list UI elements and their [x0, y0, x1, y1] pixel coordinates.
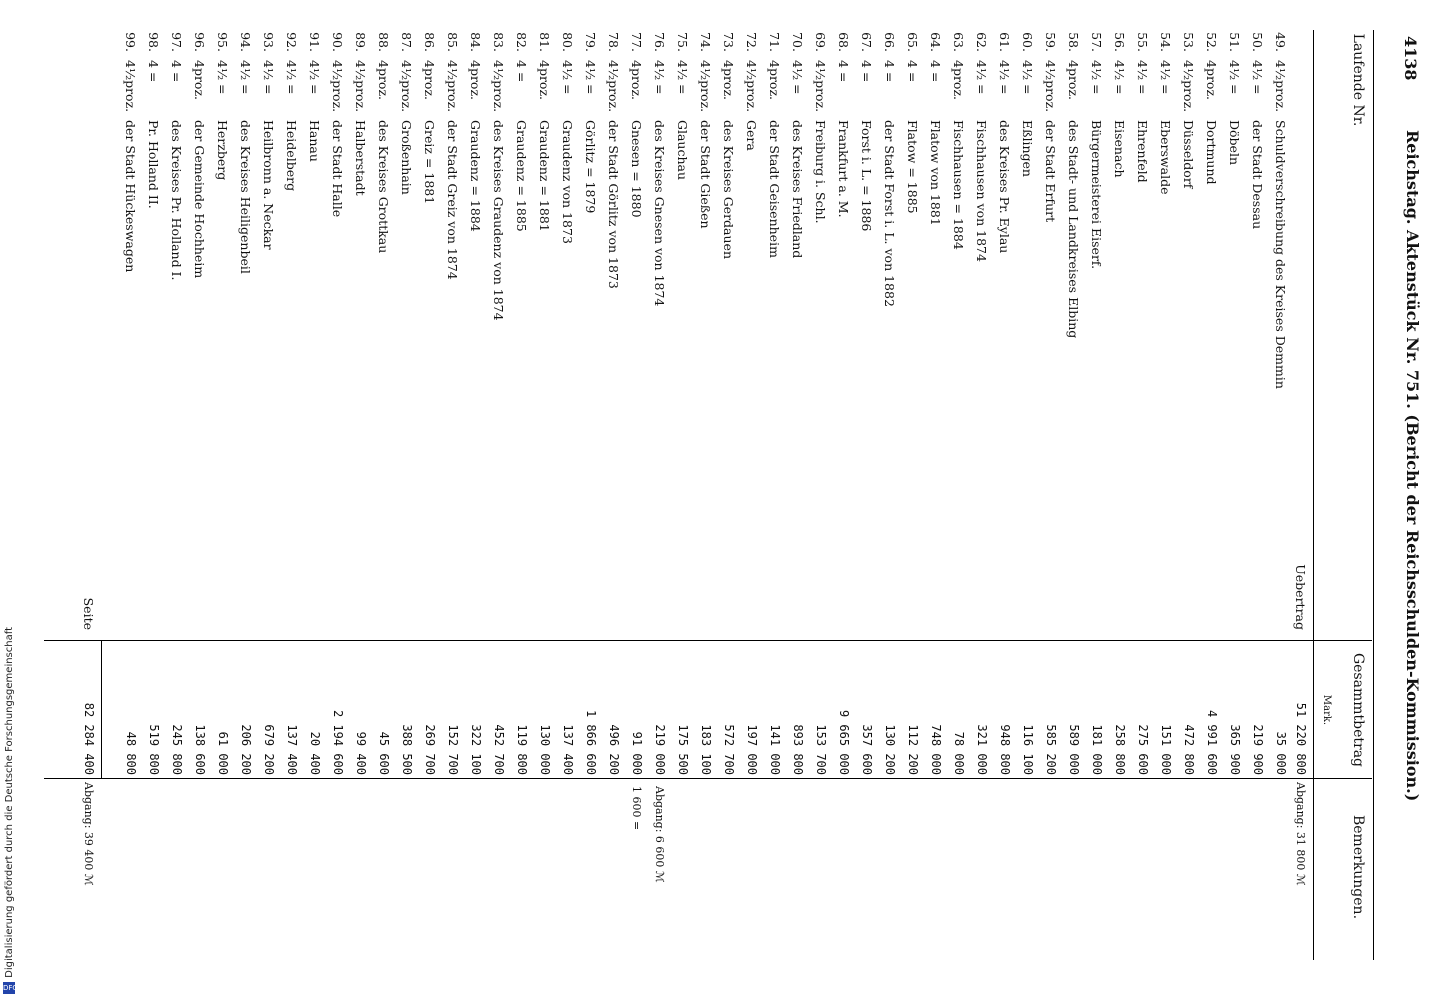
table-row [190, 0, 209, 1000]
table-row [466, 0, 485, 1000]
table-row [949, 0, 968, 1000]
row-amount: 948 800 [998, 724, 1012, 775]
table-row [282, 0, 301, 1000]
row-amount: 112 200 [906, 724, 920, 775]
row-issuer: der Stadt Dessau [1250, 120, 1265, 230]
row-issuer: des Kreises Grottkau [376, 120, 391, 254]
row-issuer: Greiz = 1881 [422, 120, 437, 205]
row-rate: 4proz. [468, 60, 483, 101]
row-amount: 175 500 [676, 724, 690, 775]
table-row [1225, 0, 1244, 1000]
row-number: 61. [997, 32, 1012, 52]
row-number: 85. [445, 32, 460, 52]
table-row [719, 0, 738, 1000]
row-number: 86. [422, 32, 437, 52]
row-rate: 4proz. [376, 60, 391, 101]
table-row [420, 0, 439, 1000]
row-rate: 4½proz. [399, 60, 414, 113]
row-amount: 206 200 [239, 724, 253, 775]
row-number: 96. [192, 32, 207, 52]
row-amount: 197 000 [745, 724, 759, 775]
row-issuer: Frankfurt a. M. [836, 120, 851, 218]
row-issuer: der Gemeinde Hochheim [192, 120, 207, 279]
row-issuer: Hanau [307, 120, 322, 162]
row-number: 52. [1204, 32, 1219, 52]
table-row [374, 0, 393, 1000]
row-rate: 4proz. [629, 60, 644, 101]
row-number: 95. [215, 32, 230, 52]
row-number: 70. [790, 32, 805, 52]
table-row [558, 0, 577, 1000]
row-amount: 130 200 [883, 724, 897, 775]
col-header-remarks: Bemerkungen. [1350, 814, 1366, 920]
row-issuer: Eberswalde [1158, 120, 1173, 195]
row-remark: 1 600 = [630, 786, 643, 831]
row-rate: 4½ = [560, 60, 575, 95]
row-number: 76. [652, 32, 667, 52]
row-rate: 4½proz. [353, 60, 368, 113]
table-row [857, 0, 876, 1000]
row-issuer: Forst i. L. = 1886 [859, 120, 874, 232]
row-number: 87. [399, 32, 414, 52]
row-issuer: Flatow = 1885 [905, 120, 920, 214]
header-rule [1313, 30, 1314, 960]
row-amount: 572 700 [722, 724, 736, 775]
table-row [328, 0, 347, 1000]
watermark-text: Digitalisierung gefördert durch die Deutsche Forschungsgemeinschaft [4, 627, 15, 978]
carry-label: Uebertrag [1293, 564, 1308, 630]
row-number: 58. [1066, 32, 1081, 52]
row-issuer: Pr. Holland II. [146, 120, 161, 209]
table-row [1133, 0, 1152, 1000]
row-issuer: Glauchau [675, 120, 690, 181]
row-number: 71. [767, 32, 782, 52]
row-amount: 2 194 600 [331, 709, 345, 775]
row-rate: 4½ = [652, 60, 667, 95]
table-row [604, 0, 623, 1000]
row-amount: 138 600 [193, 724, 207, 775]
row-amount: 130 000 [538, 724, 552, 775]
row-amount: 35 000 [1274, 731, 1288, 775]
row-issuer: Graudenz = 1885 [514, 120, 529, 232]
row-amount: 141 000 [768, 724, 782, 775]
row-amount: 116 100 [1021, 724, 1035, 775]
row-issuer: Heidelberg [284, 120, 299, 192]
table-row [236, 0, 255, 1000]
row-rate: 4 = [882, 60, 897, 83]
row-amount: 269 700 [423, 724, 437, 775]
row-issuer: Düsseldorf [1181, 120, 1196, 189]
row-number: 97. [169, 32, 184, 52]
row-amount: 519 800 [147, 724, 161, 775]
table-row [1087, 0, 1106, 1000]
row-amount: 45 600 [377, 731, 391, 775]
row-number: 81. [537, 32, 552, 52]
sum-rule [101, 640, 102, 778]
table-row [627, 0, 646, 1000]
row-number: 63. [951, 32, 966, 52]
row-issuer: des Kreises Heiligenbeil [238, 120, 253, 274]
row-issuer: Halberstadt [353, 120, 368, 196]
row-number: 92. [284, 32, 299, 52]
row-rate: 4proz. [422, 60, 437, 101]
row-rate: 4½ = [790, 60, 805, 95]
row-issuer: Ehrenfeld [1135, 120, 1150, 183]
row-number: 74. [698, 32, 713, 52]
row-amount: 589 000 [1067, 724, 1081, 775]
row-issuer: Gera [744, 120, 759, 151]
row-rate: 4½proz. [491, 60, 506, 113]
row-rate: 4½ = [1020, 60, 1035, 95]
table-row [397, 0, 416, 1000]
table-row [535, 0, 554, 1000]
row-amount: 585 200 [1044, 724, 1058, 775]
carry-remark: Abgang: 31 800 ℳ [1294, 782, 1307, 886]
row-rate: 4proz. [537, 60, 552, 101]
row-amount: 893 800 [791, 724, 805, 775]
table-row [673, 0, 692, 1000]
watermark [0, 0, 20, 1000]
row-rate: 4½ = [1135, 60, 1150, 95]
carry-amount: 51 220 800 [1294, 702, 1308, 775]
row-amount: 183 100 [699, 724, 713, 775]
total-amount: 82 284 400 [82, 702, 96, 775]
row-number: 93. [261, 32, 276, 52]
row-rate: 4proz. [767, 60, 782, 101]
table-row [972, 0, 991, 1000]
row-amount: 748 000 [929, 724, 943, 775]
row-rate: 4proz. [192, 60, 207, 101]
row-issuer: Eisenach [1112, 120, 1127, 178]
table-row [213, 0, 232, 1000]
table-row [1110, 0, 1129, 1000]
row-rate: 4½ = [215, 60, 230, 95]
running-title: Reichstag. Aktenstück Nr. 751. (Bericht der Reichsschulden-Kommission.) [1403, 130, 1422, 802]
row-issuer: des Kreises Gnesen von 1874 [652, 120, 667, 307]
table-row [167, 0, 186, 1000]
row-issuer: Heilbronn a. Neckar [261, 120, 276, 250]
row-number: 75. [675, 32, 690, 52]
row-rate: 4½proz. [813, 60, 828, 113]
row-number: 56. [1112, 32, 1127, 52]
row-issuer: der Stadt Erfurt [1043, 120, 1058, 223]
row-issuer: Flatow von 1881 [928, 120, 943, 226]
table-row [443, 0, 462, 1000]
row-amount: 365 900 [1228, 724, 1242, 775]
row-rate: 4½proz. [330, 60, 345, 113]
dfg-logo-icon: DFG [3, 984, 18, 992]
table-row [742, 0, 761, 1000]
row-rate: 4½ = [1112, 60, 1127, 95]
col-header-number: Laufende Nr. [1350, 33, 1366, 127]
row-amount: 679 200 [262, 724, 276, 775]
row-amount: 321 000 [975, 724, 989, 775]
row-rate: 4½proz. [445, 60, 460, 113]
row-amount: 452 700 [492, 724, 506, 775]
row-issuer: Fischhausen von 1874 [974, 120, 989, 262]
table-row [903, 0, 922, 1000]
row-issuer: des Kreises Pr. Eylau [997, 120, 1012, 254]
row-number: 72. [744, 32, 759, 52]
table-row [1018, 0, 1037, 1000]
row-number: 79. [583, 32, 598, 52]
row-rate: 4 = [905, 60, 920, 83]
table-row [1041, 0, 1060, 1000]
row-amount: 4 991 600 [1205, 709, 1219, 775]
table-row [1064, 0, 1083, 1000]
row-rate: 4½ = [284, 60, 299, 95]
table-row [926, 0, 945, 1000]
row-issuer: der Stadt Geisenheim [767, 120, 782, 258]
table-row [121, 0, 140, 1000]
table-row [1202, 0, 1221, 1000]
table-row [811, 0, 830, 1000]
row-rate: 4½ = [1227, 60, 1242, 95]
row-rate: 4proz. [1066, 60, 1081, 101]
row-number: 59. [1043, 32, 1058, 52]
total-remark: Abgang: 39 400 ℳ [82, 782, 95, 886]
row-issuer: Eßlingen [1020, 120, 1035, 177]
page-number: 4138 [1401, 36, 1420, 81]
row-issuer: Großenhain [399, 120, 414, 195]
row-issuer: der Stadt Gießen [698, 120, 713, 229]
table-row [650, 0, 669, 1000]
row-issuer: der Stadt Greiz von 1874 [445, 120, 460, 280]
table-row [1179, 0, 1198, 1000]
table-row [765, 0, 784, 1000]
col-header-amount: Gesammtbetrag [1350, 652, 1366, 768]
row-issuer: Graudenz von 1873 [560, 120, 575, 244]
row-issuer: Herzberg [215, 120, 230, 181]
carry-row [1291, 0, 1310, 1000]
row-number: 67. [859, 32, 874, 52]
table-row [351, 0, 370, 1000]
row-issuer: Gnesen = 1880 [629, 120, 644, 218]
row-number: 65. [905, 32, 920, 52]
row-rate: 4 = [859, 60, 874, 83]
row-number: 55. [1135, 32, 1150, 52]
row-issuer: der Stadt Görlitz von 1873 [606, 120, 621, 289]
table-row [512, 0, 531, 1000]
row-amount: 357 600 [860, 724, 874, 775]
table-row [696, 0, 715, 1000]
row-issuer: des Kreises Gerdauen [721, 120, 736, 260]
row-number: 73. [721, 32, 736, 52]
row-number: 53. [1181, 32, 1196, 52]
row-rate: 4proz. [721, 60, 736, 101]
row-rate: 4½ = [1158, 60, 1173, 95]
row-amount: 9 665 000 [837, 709, 851, 775]
row-number: 68. [836, 32, 851, 52]
total-row [79, 0, 98, 1000]
row-number: 90. [330, 32, 345, 52]
row-rate: 4 = [146, 60, 161, 83]
row-amount: 119 800 [515, 724, 529, 775]
row-rate: 4½ = [974, 60, 989, 95]
row-amount: 99 400 [354, 731, 368, 775]
row-rate: 4½proz. [744, 60, 759, 113]
row-number: 49. [1273, 32, 1288, 52]
table-row [1248, 0, 1267, 1000]
row-number: 66. [882, 32, 897, 52]
row-issuer: Schuldverschreibung des Kreises Demmin [1273, 120, 1288, 389]
row-amount: 1 866 600 [584, 709, 598, 775]
row-number: 50. [1250, 32, 1265, 52]
row-number: 91. [307, 32, 322, 52]
table-row [305, 0, 324, 1000]
row-amount: 496 200 [607, 724, 621, 775]
col-header-unit: Mark. [1321, 694, 1332, 726]
table-row [995, 0, 1014, 1000]
row-amount: 322 100 [469, 724, 483, 775]
row-rate: 4½ = [307, 60, 322, 95]
row-number: 88. [376, 32, 391, 52]
row-amount: 61 000 [216, 731, 230, 775]
row-rate: 4 = [514, 60, 529, 83]
total-label: Seite [81, 597, 96, 630]
row-rate: 4½ = [1089, 60, 1104, 95]
row-amount: 219 000 [653, 724, 667, 775]
row-amount: 91 000 [630, 731, 644, 775]
row-rate: 4 = [928, 60, 943, 83]
row-number: 78. [606, 32, 621, 52]
row-amount: 181 000 [1090, 724, 1104, 775]
row-number: 51. [1227, 32, 1242, 52]
row-rate: 4proz. [951, 60, 966, 101]
row-amount: 48 800 [124, 731, 138, 775]
row-issuer: Görlitz = 1879 [583, 120, 598, 214]
row-number: 84. [468, 32, 483, 52]
row-issuer: des Kreises Graudenz von 1874 [491, 120, 506, 321]
row-issuer: Döbeln [1227, 120, 1242, 165]
row-rate: 4½ = [675, 60, 690, 95]
row-number: 54. [1158, 32, 1173, 52]
row-rate: 4½proz. [123, 60, 138, 113]
row-rate: 4½ = [997, 60, 1012, 95]
row-rate: 4½proz. [1273, 60, 1288, 113]
row-amount: 275 600 [1136, 724, 1150, 775]
row-rate: 4 = [169, 60, 184, 83]
row-rate: 4½proz. [1181, 60, 1196, 113]
row-amount: 258 800 [1113, 724, 1127, 775]
row-rate: 4½proz. [606, 60, 621, 113]
row-amount: 219 900 [1251, 724, 1265, 775]
row-number: 99. [123, 32, 138, 52]
row-issuer: der Stadt Forst i. L. von 1882 [882, 120, 897, 307]
table-row [489, 0, 508, 1000]
row-number: 94. [238, 32, 253, 52]
row-rate: 4proz. [1204, 60, 1219, 101]
row-rate: 4½ = [261, 60, 276, 95]
row-issuer: Dortmund [1204, 120, 1219, 185]
row-issuer: Graudenz = 1881 [537, 120, 552, 232]
row-issuer: des Stadt- und Landkreises Elbing [1066, 120, 1081, 339]
row-remark: Abgang: 6 600 ℳ [653, 786, 666, 883]
row-amount: 152 700 [446, 724, 460, 775]
row-number: 80. [560, 32, 575, 52]
table-row [144, 0, 163, 1000]
row-rate: 4½proz. [1043, 60, 1058, 113]
row-amount: 137 400 [561, 724, 575, 775]
row-number: 82. [514, 32, 529, 52]
table-row [1156, 0, 1175, 1000]
row-amount: 472 800 [1182, 724, 1196, 775]
top-rule [1373, 30, 1374, 960]
row-issuer: Fischhausen = 1884 [951, 120, 966, 250]
table-row [880, 0, 899, 1000]
row-rate: 4½ = [238, 60, 253, 95]
row-amount: 151 000 [1159, 724, 1173, 775]
row-rate: 4½ = [1250, 60, 1265, 95]
table-row [581, 0, 600, 1000]
row-number: 60. [1020, 32, 1035, 52]
row-number: 98. [146, 32, 161, 52]
row-number: 83. [491, 32, 506, 52]
row-number: 57. [1089, 32, 1104, 52]
row-number: 77. [629, 32, 644, 52]
row-amount: 137 400 [285, 724, 299, 775]
table-row [1271, 0, 1290, 1000]
row-rate: 4½ = [583, 60, 598, 95]
row-amount: 20 400 [308, 731, 322, 775]
table-row [834, 0, 853, 1000]
row-amount: 388 500 [400, 724, 414, 775]
row-issuer: des Kreises Pr. Holland I. [169, 120, 184, 281]
row-number: 69. [813, 32, 828, 52]
row-amount: 245 800 [170, 724, 184, 775]
row-rate: 4 = [836, 60, 851, 83]
table-row [259, 0, 278, 1000]
row-rate: 4½proz. [698, 60, 713, 113]
row-issuer: der Stadt Halle [330, 120, 345, 218]
row-amount: 78 000 [952, 731, 966, 775]
row-issuer: Bürgermeisterei Eiserf. [1089, 120, 1104, 270]
row-issuer: der Stadt Hückeswagen [123, 120, 138, 273]
row-number: 62. [974, 32, 989, 52]
row-number: 64. [928, 32, 943, 52]
row-issuer: Graudenz = 1884 [468, 120, 483, 232]
row-issuer: Freiburg i. Schl. [813, 120, 828, 224]
row-issuer: des Kreises Friedland [790, 120, 805, 259]
row-number: 89. [353, 32, 368, 52]
row-amount: 153 700 [814, 724, 828, 775]
table-row [788, 0, 807, 1000]
